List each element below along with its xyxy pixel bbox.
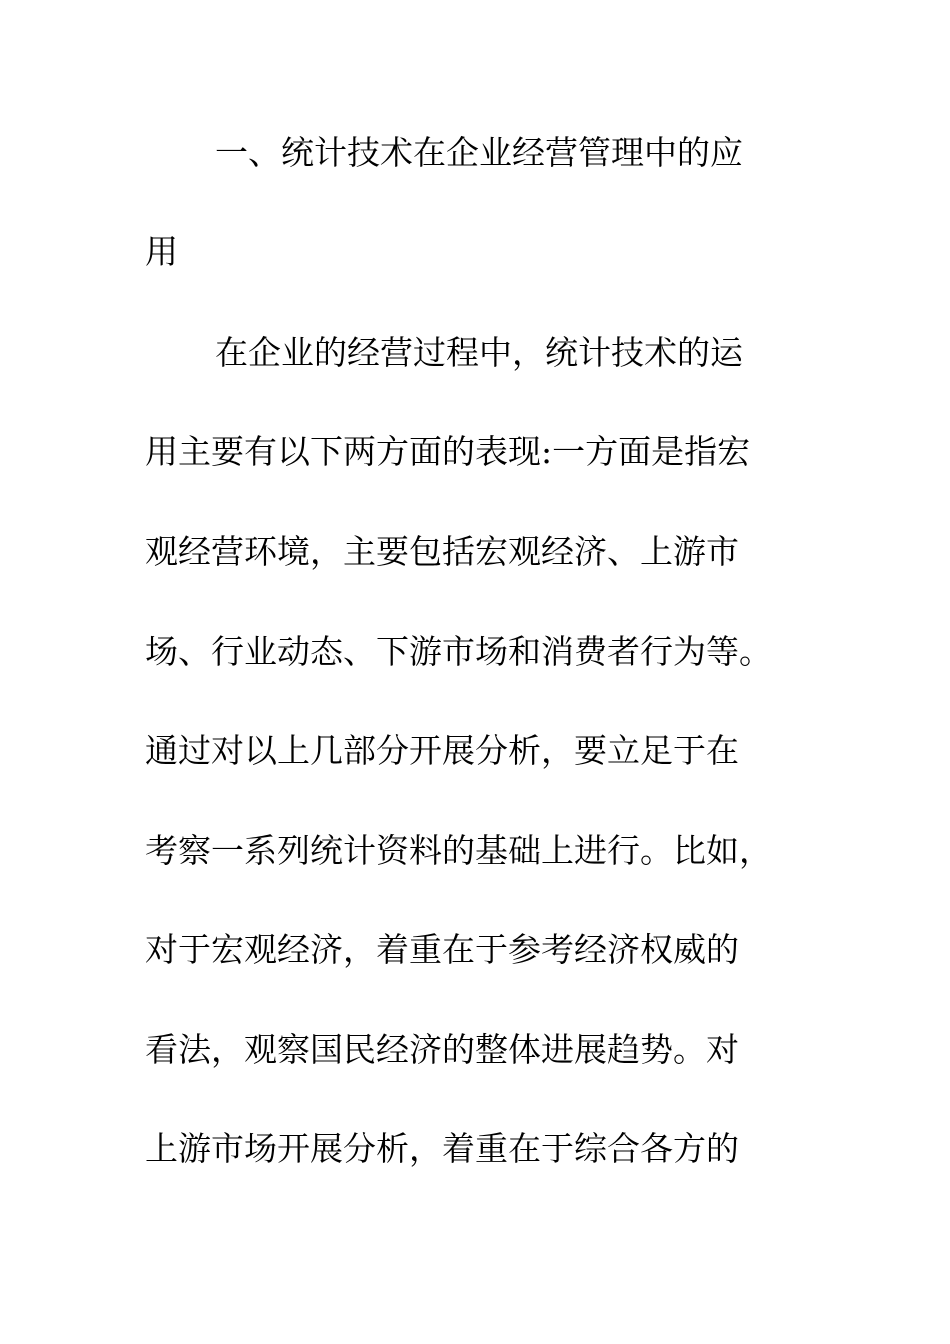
heading-line-2: 用 [145, 232, 178, 271]
paragraph-line-6: 考察一系列统计资料的基础上进行。比如， [145, 831, 772, 870]
paragraph-line-1: 在企业的经营过程中，统计技术的运 [215, 333, 743, 372]
paragraph-line-3: 观经营环境，主要包括宏观经济、上游市 [145, 532, 739, 571]
paragraph-line-4: 场、行业动态、下游市场和消费者行为等。 [145, 632, 772, 671]
paragraph-line-2: 用主要有以下两方面的表现:一方面是指宏 [145, 432, 751, 471]
heading-line-1: 一、统计技术在企业经营管理中的应 [215, 133, 743, 172]
paragraph-line-8: 看法，观察国民经济的整体进展趋势。对 [145, 1030, 739, 1069]
paragraph-line-9: 上游市场开展分析，着重在于综合各方的 [145, 1129, 739, 1168]
paragraph-line-7: 对于宏观经济，着重在于参考经济权威的 [145, 930, 739, 969]
paragraph-line-5: 通过对以上几部分开展分析，要立足于在 [145, 731, 739, 770]
